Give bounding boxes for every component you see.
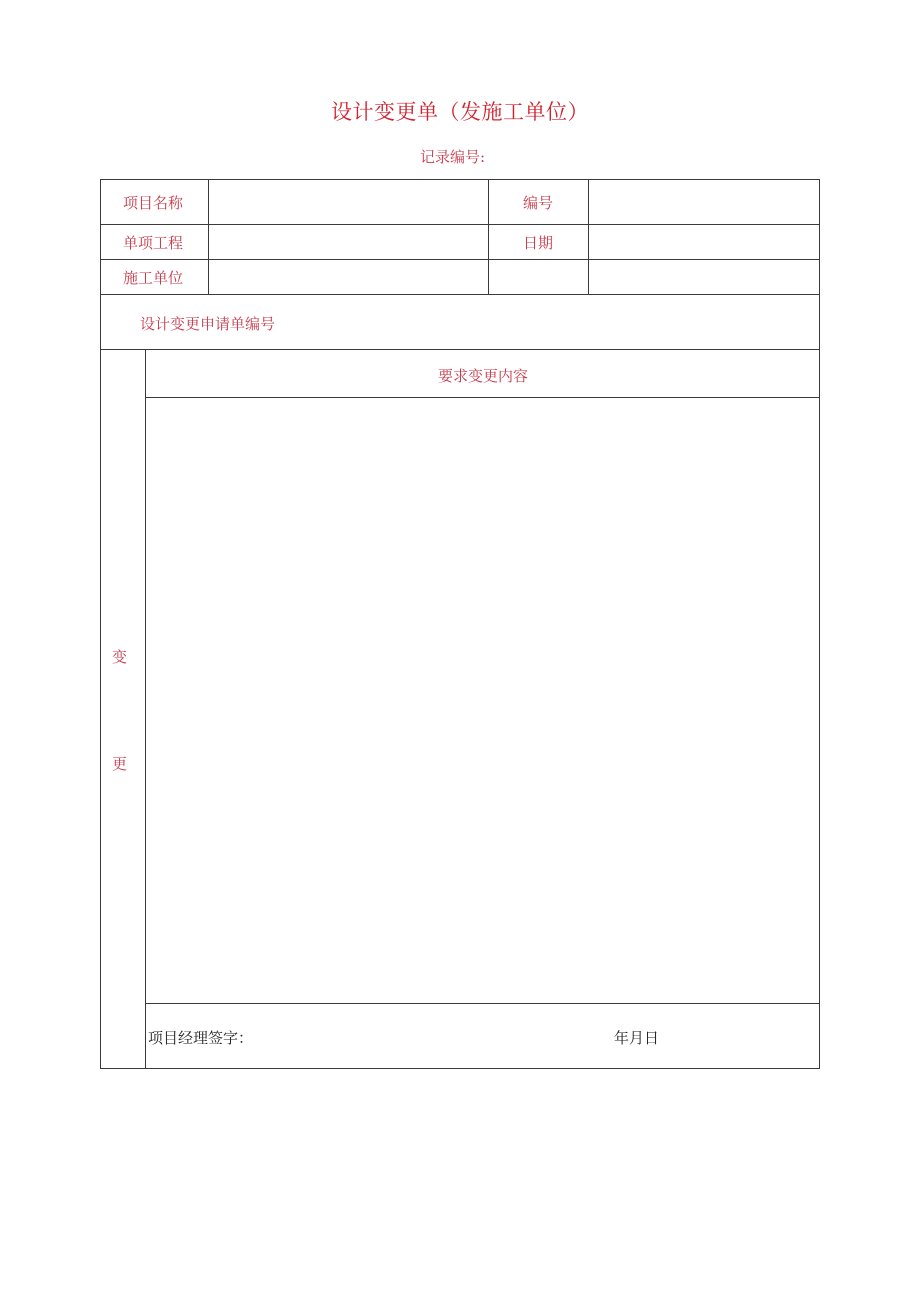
- application-no-label: 设计变更申请单编号: [140, 315, 276, 333]
- border-right: [819, 179, 820, 1069]
- col-divider-3: [588, 179, 589, 294]
- col-divider-2: [488, 179, 489, 294]
- signature-date-label: 年月日: [614, 1029, 660, 1047]
- serial-no-label: 编号: [523, 194, 554, 212]
- record-number-label: 记录编号:: [420, 148, 486, 166]
- side-label-change-bottom: 更: [112, 755, 128, 773]
- side-label-change-top: 变: [112, 648, 128, 666]
- project-name-label: 项目名称: [123, 194, 184, 212]
- pm-signature-label: 项目经理签字：: [148, 1029, 254, 1047]
- page-title: 设计变更单（发施工单位）: [331, 100, 589, 124]
- border-bottom: [100, 1068, 820, 1069]
- row-divider-3: [100, 294, 820, 295]
- sub-project-label: 单项工程: [123, 234, 184, 252]
- change-content-header: 要求变更内容: [438, 367, 529, 385]
- row-divider-4: [100, 349, 820, 350]
- col-divider-1: [208, 179, 209, 294]
- border-left: [100, 179, 101, 1069]
- date-label: 日期: [523, 234, 554, 252]
- design-change-form: [100, 179, 820, 1069]
- signature-divider: [145, 1003, 820, 1004]
- construction-unit-label: 施工单位: [123, 269, 184, 287]
- change-content-area[interactable]: [146, 398, 819, 1003]
